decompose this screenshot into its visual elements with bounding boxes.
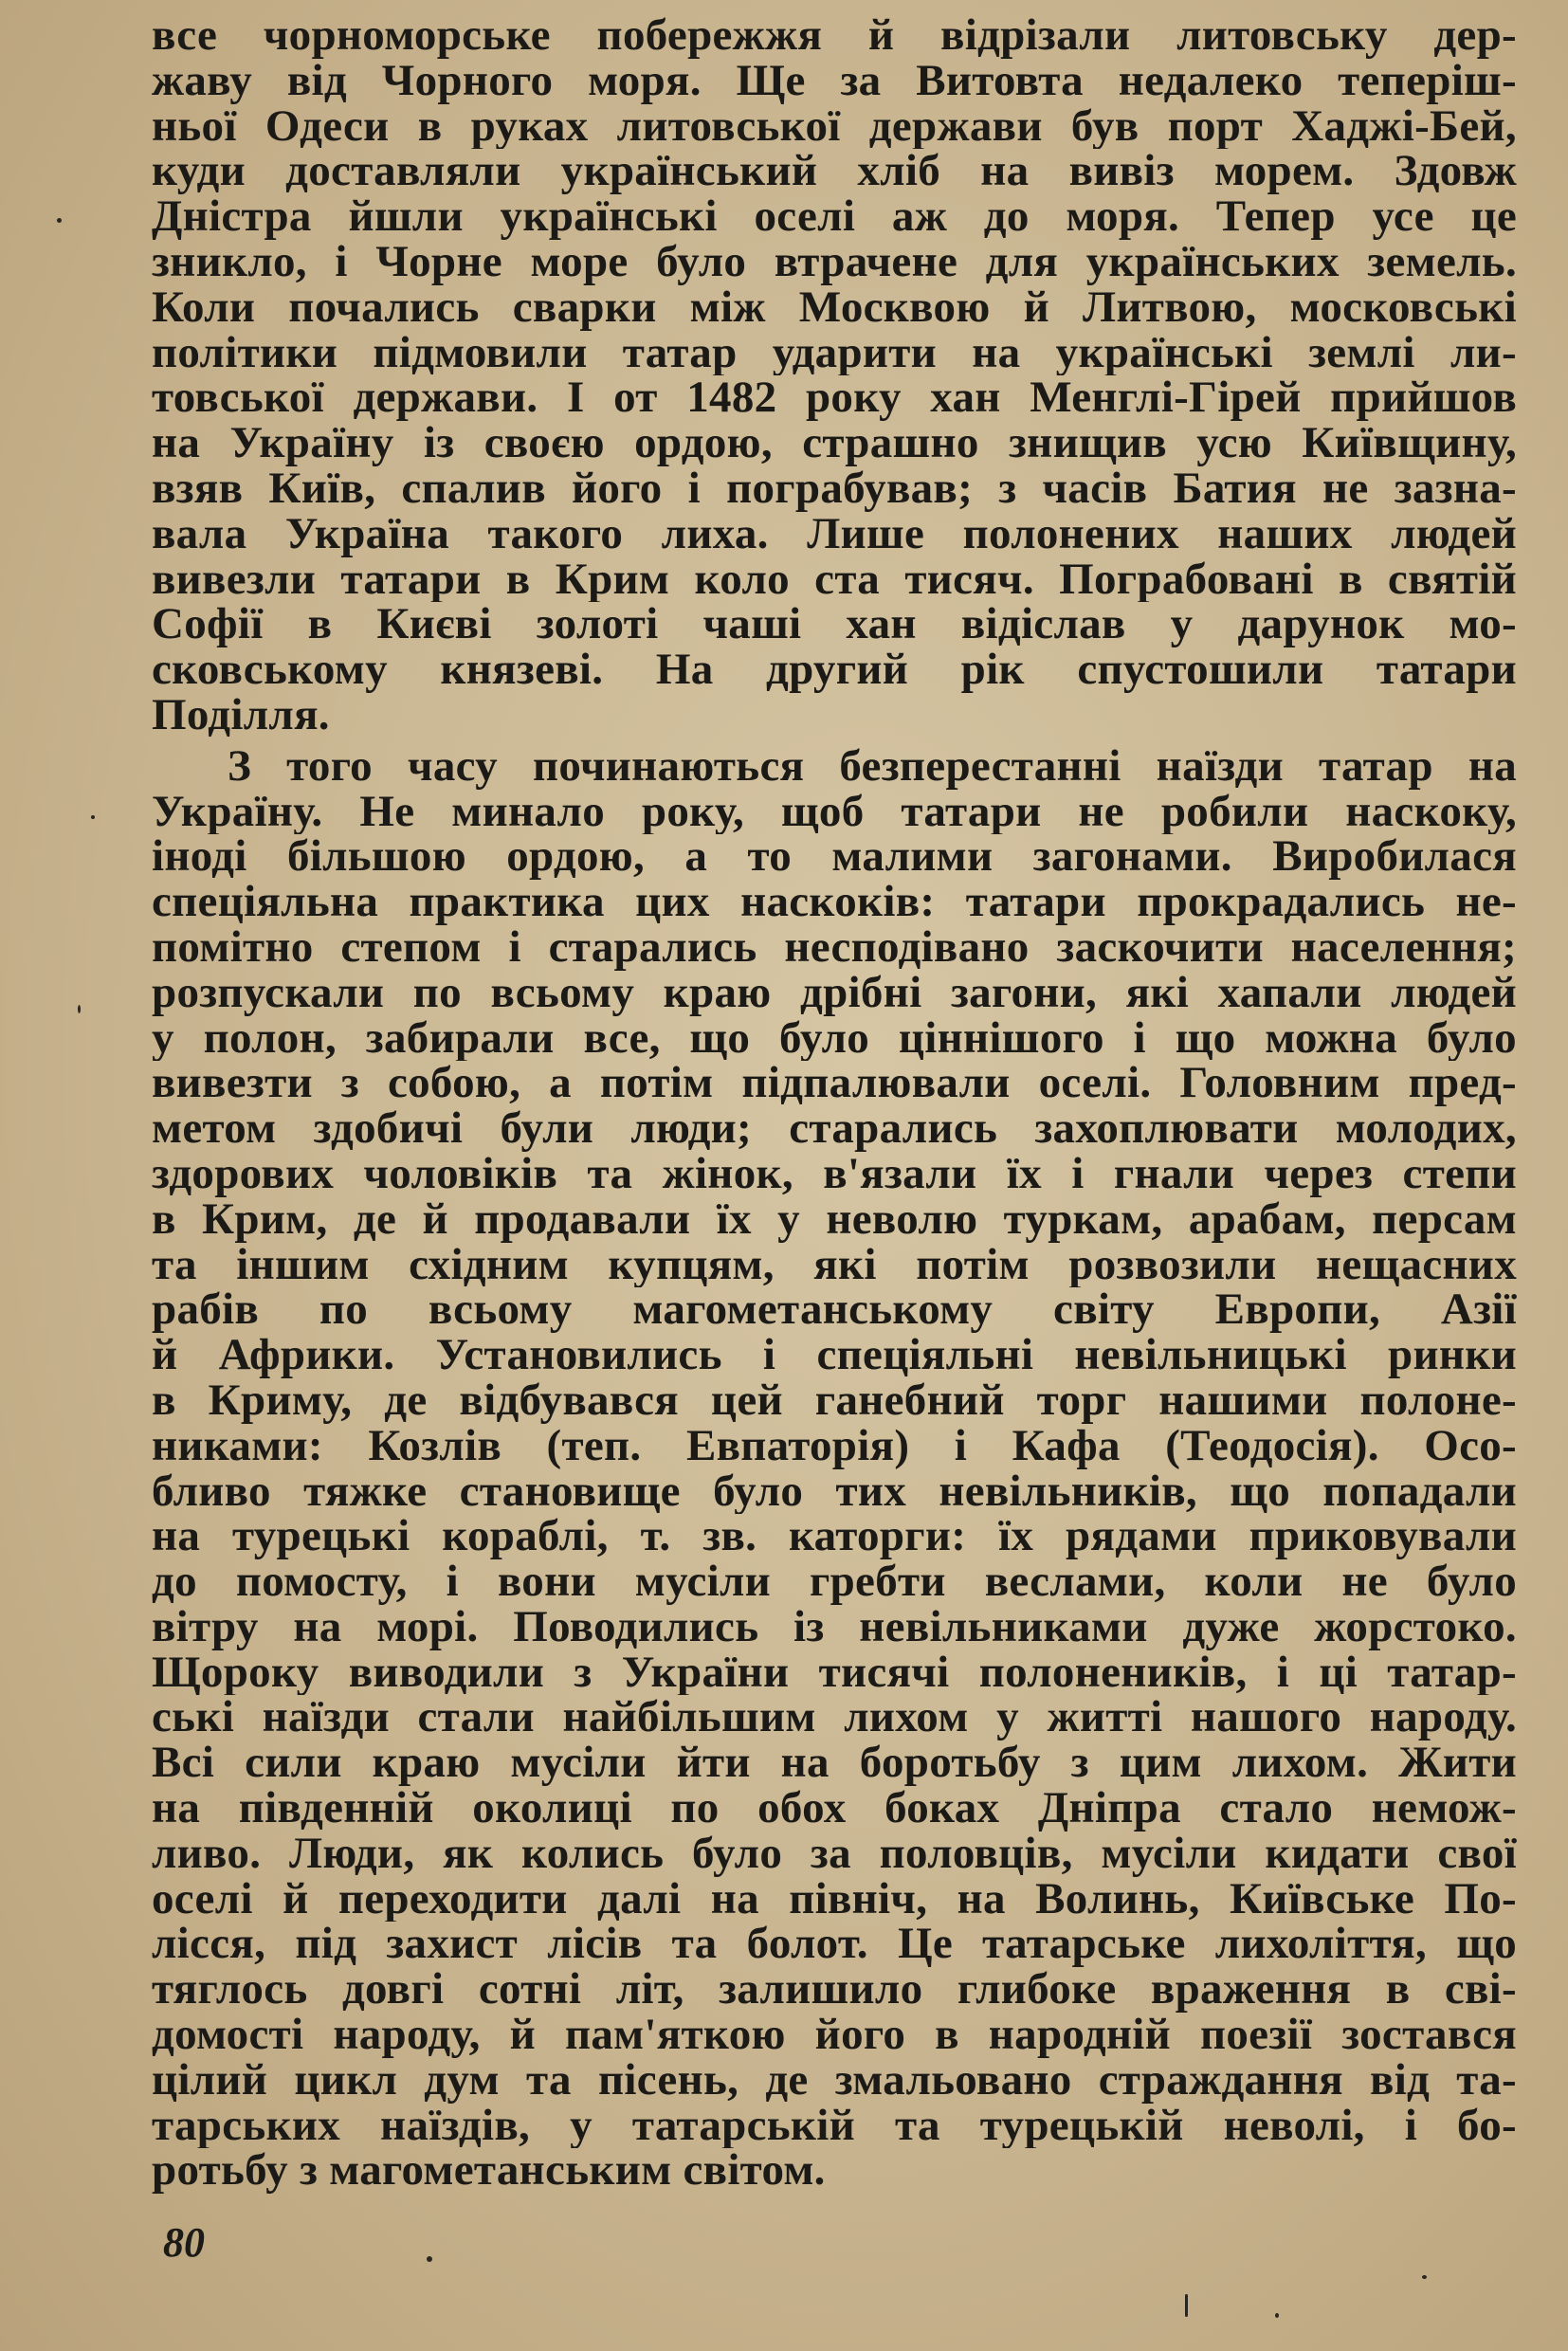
text-line: здорових чоловіків та жінок, в'язали їх і гнали через степи xyxy=(152,1151,1517,1197)
text-line: тяглось довгі сотні літ, залишило глибоке враження в сві- xyxy=(152,1967,1517,2014)
text-line: Всі сили краю мусіли йти на боротьбу з цим лихом. Жити xyxy=(152,1740,1517,1787)
text-line: Поділля. xyxy=(152,692,330,738)
text-line: ньої Одеси в руках литовської держави був порт Хаджі-Бей, xyxy=(152,103,1517,150)
text-line: в Криму, де відбувався цей ганебний торг нашими полоне- xyxy=(152,1377,1517,1424)
text-line: оселі й переходити далі на північ, на Волинь, Київське По- xyxy=(152,1876,1517,1923)
paragraph-1 xyxy=(152,13,1517,738)
text-line: Україну. Не минало року, щоб татари не робили наскоку, xyxy=(152,789,1517,835)
text-line: товської держави. І от 1482 року хан Менглі-Гірей прийшов xyxy=(152,375,1517,422)
text-line: З того часу починаються безперестанні наїзди татар на xyxy=(228,743,1517,790)
text-line: у полон, забирали все, що було ціннішого і що можна було xyxy=(152,1015,1517,1062)
text-line: в Крим, де й продавали їх у неволю туркам, арабам, персам xyxy=(152,1196,1517,1243)
body-text xyxy=(152,13,1517,2199)
text-line: лісся, під захист лісів та болот. Це татарське лихоліття, що xyxy=(152,1922,1517,1968)
text-line: вивезти з собою, а потім підпалювали оселі. Головним пред- xyxy=(152,1061,1517,1107)
paragraph-2 xyxy=(152,744,1517,2195)
text-line: цілий цикл дум та пісень, де змальовано страждання від та- xyxy=(152,2057,1517,2104)
text-line: домості народу, й пам'яткою його в народній поезії зостався xyxy=(152,2013,1517,2058)
text-line: ротьбу з магометанським світом. xyxy=(152,2148,826,2195)
page-number: 80 xyxy=(163,2219,205,2266)
text-line: никами: Козлів (теп. Евпаторія) і Кафа (Теодосія). Осо- xyxy=(152,1423,1517,1469)
text-line: тарських наїздів, у татарській та турецькій неволі, і бо- xyxy=(152,2103,1517,2149)
text-line: й Африки. Установились і спеціяльні невільницькі ринки xyxy=(152,1333,1517,1378)
text-line: бливо тяжке становище було тих невільників, що попадали xyxy=(152,1468,1517,1515)
text-line: Софії в Києві золоті чаші хан відіслав у дарунок мо- xyxy=(152,602,1517,648)
text-line: помітно степом і старались несподівано заскочити населення; xyxy=(152,924,1517,971)
text-line: рабів по всьому магометанському світу Европи, Азії xyxy=(152,1287,1517,1334)
text-line: Коли почались сварки між Москвою й Литвою, московські xyxy=(152,284,1517,331)
text-line: спеціяльна практика цих наскоків: татари прокрадались не- xyxy=(152,880,1517,925)
text-line: на південній околиці по обох боках Дніпра стало немож- xyxy=(152,1786,1517,1832)
text-line: на Україну із своєю ордою, страшно знищив усю Київщину, xyxy=(152,421,1517,466)
text-line: та іншим східним купцям, які потім розвозили нещасних xyxy=(152,1242,1517,1288)
text-line: жаву від Чорного моря. Ще за Витовта недалеко теперіш- xyxy=(152,58,1517,104)
text-line: політики підмовили татар ударити на українські землі ли- xyxy=(152,330,1517,376)
text-line: куди доставляли український хліб на вивіз морем. Здовж xyxy=(152,149,1517,195)
text-line: на турецькі кораблі, т. зв. каторги: їх рядами приковували xyxy=(152,1514,1517,1560)
text-line: Дністра йшли українські оселі аж до моря. Тепер усе це xyxy=(152,194,1517,240)
text-line: ливо. Люди, як колись було за половців, мусіли кидати свої xyxy=(152,1831,1517,1877)
text-line: взяв Київ, спалив його і пограбував; з часів Батия не зазна- xyxy=(152,465,1517,512)
text-line: все чорноморське побережжя й відрізали литовську дер- xyxy=(152,13,1517,59)
text-line: ські наїзди стали найбільшим лихом у житті нашого народу. xyxy=(152,1695,1517,1741)
text-line: вітру на морі. Поводились із невільниками дуже жорстоко. xyxy=(152,1604,1517,1650)
text-line: зникло, і Чорне море було втрачене для українських земель. xyxy=(152,239,1517,285)
text-line: вала Україна такого лиха. Лише полонених наших людей xyxy=(152,511,1517,557)
text-line: іноді більшою ордою, а то малими загонами. Виробилася xyxy=(152,834,1517,881)
text-line: Щороку виводили з України тисячі полонеників, і ці татар- xyxy=(152,1649,1517,1696)
text-line: вивезли татари в Крим коло ста тисяч. Пограбовані в святій xyxy=(152,556,1517,603)
text-line: до помосту, і вони мусіли гребти веслами, коли не було xyxy=(152,1559,1517,1605)
text-line: сковському князеві. На другий рік спустошили татари xyxy=(152,647,1517,693)
text-line: розпускали по всьому краю дрібні загони, які хапали людей xyxy=(152,970,1517,1016)
text-line: метом здобичі були люди; старались захоплювати молодих, xyxy=(152,1106,1517,1152)
